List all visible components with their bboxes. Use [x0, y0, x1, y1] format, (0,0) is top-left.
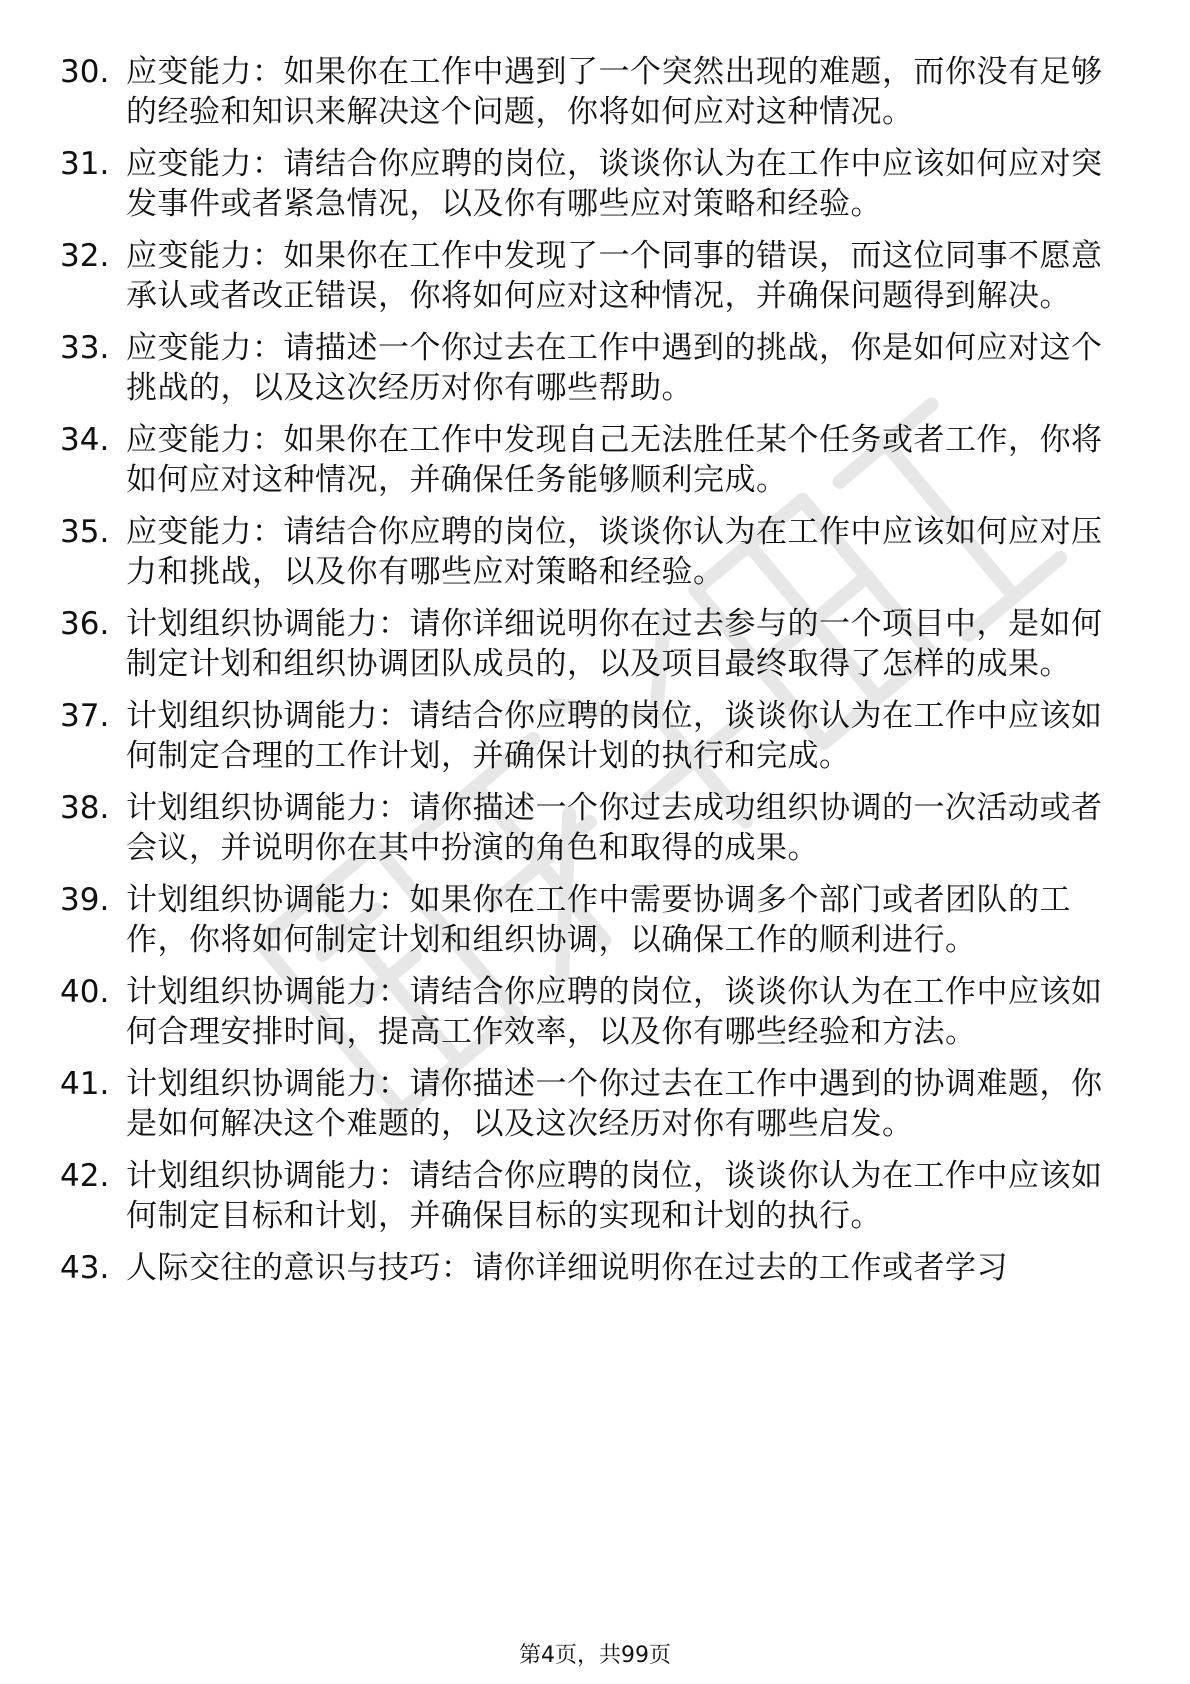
- question-item: [60, 604, 1120, 684]
- question-text: 计划组织协调能力：请结合你应聘的岗位，谈谈你认为在工作中应该如何制定合理的工作计划，并确保计划的执行和完成。: [126, 698, 1103, 774]
- question-item: [60, 788, 1120, 868]
- question-item: [60, 1248, 1120, 1288]
- question-number: 38.: [60, 790, 110, 826]
- question-item: [60, 420, 1120, 500]
- question-number: 42.: [60, 1158, 110, 1194]
- question-list: [60, 52, 1120, 1300]
- question-text: 应变能力：请结合你应聘的岗位，谈谈你认为在工作中应该如何应对压力和挑战，以及你有哪些应对策略和经验。: [126, 514, 1103, 590]
- question-text: 应变能力：如果你在工作中遇到了一个突然出现的难题，而你没有足够的经验和知识来解决这个问题，你将如何应对这种情况。: [126, 54, 1103, 130]
- question-number: 31.: [60, 146, 110, 182]
- question-text: 计划组织协调能力：请你描述一个你过去成功组织协调的一次活动或者会议，并说明你在其中扮演的角色和取得的成果。: [126, 790, 1103, 866]
- question-number: 32.: [60, 238, 110, 274]
- question-item: [60, 1156, 1120, 1236]
- question-number: 39.: [60, 882, 110, 918]
- question-number: 33.: [60, 330, 110, 366]
- question-item: [60, 144, 1120, 224]
- question-text: 计划组织协调能力：请结合你应聘的岗位，谈谈你认为在工作中应该如何合理安排时间，提高工作效率，以及你有哪些经验和方法。: [126, 974, 1103, 1050]
- question-text: 人际交往的意识与技巧：请你详细说明你在过去的工作或者学习: [126, 1250, 1008, 1286]
- question-number: 41.: [60, 1066, 110, 1102]
- question-number: 36.: [60, 606, 110, 642]
- question-item: [60, 512, 1120, 592]
- question-number: 37.: [60, 698, 110, 734]
- question-text: 计划组织协调能力：请你详细说明你在过去参与的一个项目中，是如何制定计划和组织协调团队成员的，以及项目最终取得了怎样的成果。: [126, 606, 1103, 682]
- question-number: 40.: [60, 974, 110, 1010]
- question-item: [60, 696, 1120, 776]
- page-footer: 第4页，共99页: [519, 1643, 671, 1668]
- question-text: 应变能力：如果你在工作中发现自己无法胜任某个任务或者工作，你将如何应对这种情况，并确保任务能够顺利完成。: [126, 422, 1103, 498]
- question-number: 35.: [60, 514, 110, 550]
- question-text: 应变能力：请结合你应聘的岗位，谈谈你认为在工作中应该如何应对突发事件或者紧急情况，以及你有哪些应对策略和经验。: [126, 146, 1103, 222]
- question-text: 计划组织协调能力：请你描述一个你过去在工作中遇到的协调难题，你是如何解决这个难题的，以及这次经历对你有哪些启发。: [126, 1066, 1103, 1142]
- question-item: [60, 1064, 1120, 1144]
- question-item: [60, 52, 1120, 132]
- question-text: 应变能力：如果你在工作中发现了一个同事的错误，而这位同事不愿意承认或者改正错误，你将如何应对这种情况，并确保问题得到解决。: [126, 238, 1103, 314]
- question-number: 43.: [60, 1250, 110, 1286]
- question-number: 30.: [60, 54, 110, 90]
- question-item: [60, 972, 1120, 1052]
- question-item: [60, 880, 1120, 960]
- question-item: [60, 328, 1120, 408]
- question-text: 计划组织协调能力：如果你在工作中需要协调多个部门或者团队的工作，你将如何制定计划和组织协调，以确保工作的顺利进行。: [126, 882, 1071, 958]
- question-text: 应变能力：请描述一个你过去在工作中遇到的挑战，你是如何应对这个挑战的，以及这次经历对你有哪些帮助。: [126, 330, 1103, 406]
- question-number: 34.: [60, 422, 110, 458]
- question-text: 计划组织协调能力：请结合你应聘的岗位，谈谈你认为在工作中应该如何制定目标和计划，并确保目标的实现和计划的执行。: [126, 1158, 1103, 1234]
- question-item: [60, 236, 1120, 316]
